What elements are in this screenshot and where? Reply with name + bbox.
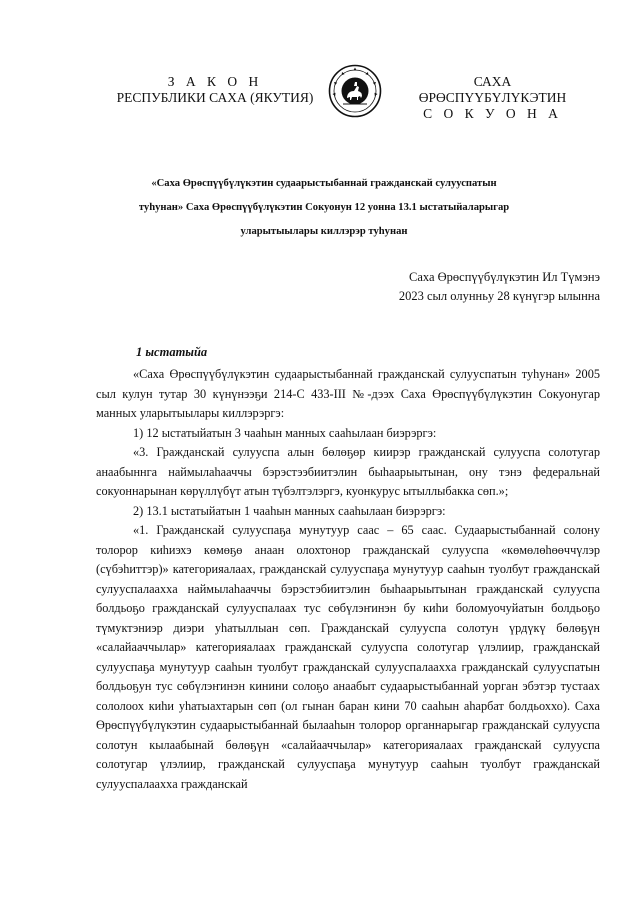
republic-coat-of-arms-emblem-icon [328,64,382,118]
header-left [110,74,320,106]
paragraph-item-2: 2) 13.1 ыстатыйатын 1 чааһын манных сааһылаан биэрэргэ: [133,503,446,518]
header-right [405,74,580,122]
republic-name-russian: РЕСПУБЛИКИ САХА (ЯКУТИЯ) [116,90,314,105]
law-title-line-2: туһунан» Саха Өрөспүүбүлүкэтин Сокуонун 12 уонна 13.1 ыстатыйаларыгар [138,202,510,213]
adoption-block [399,268,600,306]
republic-name-sakha: САХА ӨРӨСПҮҮБҮЛҮКЭТИН [418,74,567,105]
adoption-date: 2023 сыл олунньу 28 күнүгэр ылынна [398,289,600,303]
law-title-line-1: «Саха Өрөспүүбүлүкэтин судаарыстыбаннай гражданскай сулууспатын [151,178,497,189]
paragraph-item-1-text: «3. Гражданскай сулууспа алын бөлөҕөр киирэр гражданскай сулууспа солотугар анаабыннга наймылаһааччы бэрэстээбиитэлин быһаарыытынан, ону тэнэ федеральнай сокуоннарынан көрүллүбүт атын түбэлтэлэргэ, куонкурус ытыллыбакка сөп.»; [96,445,600,498]
article-heading: 1 ыстатыйа [136,345,208,359]
law-label-sakha: С О К У О Н А [423,106,562,121]
law-title [80,172,568,244]
law-label: З А К О Н [167,74,263,89]
adopting-body: Саха Өрөспүүбүлүкэтин Ил Түмэнэ [408,270,600,284]
article-body [96,365,600,794]
paragraph-intro: «Саха Өрөспүүбүлүкэтин судаарыстыбаннай гражданскай сулууспатын туһунан» 2005 сыл кулун тутар 30 күнүнээҕи 214-С 433-III №-дээх Саха Өрөспүүбүлүкэтин Сокуонугар манных уларытыылары киллэрэргэ: [96,367,600,420]
law-title-line-3: уларытыылары киллэрэр туһунан [240,226,408,237]
paragraph-item-1: 1) 12 ыстатыйатын 3 чааһын манных сааһылаан биэрэргэ: [133,425,437,440]
paragraph-item-2-text: «1. Гражданскай сулууспаҕа мунутуур саас – 65 саас. Судаарыстыбаннай солону толорор киһиэхэ көмөҕө анаан олохтонор гражданскай сулууспа «көмөлөһөөччүлэр (сүбэһиттэр)» категорияалаах, гражданскай сулууспаҕа мунутуур сааһын туолбут гражданскай сулууспалааххa наймылаһааччы бэрэстэбиитэлин быһаарыытынан гражданскай сулууспа болдьоҕо гражданскай сулууспалаах тус сөбүлэҥинэн бу киһи боломуочуйатын болдьоҕо түмуктэниэр диэри уһатыллыан сөп. Гражданскай сулууспа солотун үрдүкү бөлөҕүн «салайааччылар» категорияалаах гражданскай сулууспа солотугар үлэлиир, гражданскай сулууспаҕа мунутуур сааһын туолбут гражданскай сулууспалааххa гражданскай сулууспатын болдьоҕун тус сөбүлэҥинэн кинини солоҕо анаабыт судаарыстыбаннай уорган эбэтэр тустаах сололоох киһи уһатыахтарын сөп (ол гынан баран кини 70 сааһын аһарбат болдьоххо). Саха Өрөспүүбүлүкэтин судаарыстыбаннай былааһын толорор органнарыгар гражданскай сулууспа солотун кылаабынай бөлөҕүн «салайааччылар» категорияалаах гражданскай сулууспа солотугар үлэлиир, гражданскай сулууспаҕа мунутуур сааһын туолбут гражданскай сулууспалааххa гражданскай [96,523,600,791]
